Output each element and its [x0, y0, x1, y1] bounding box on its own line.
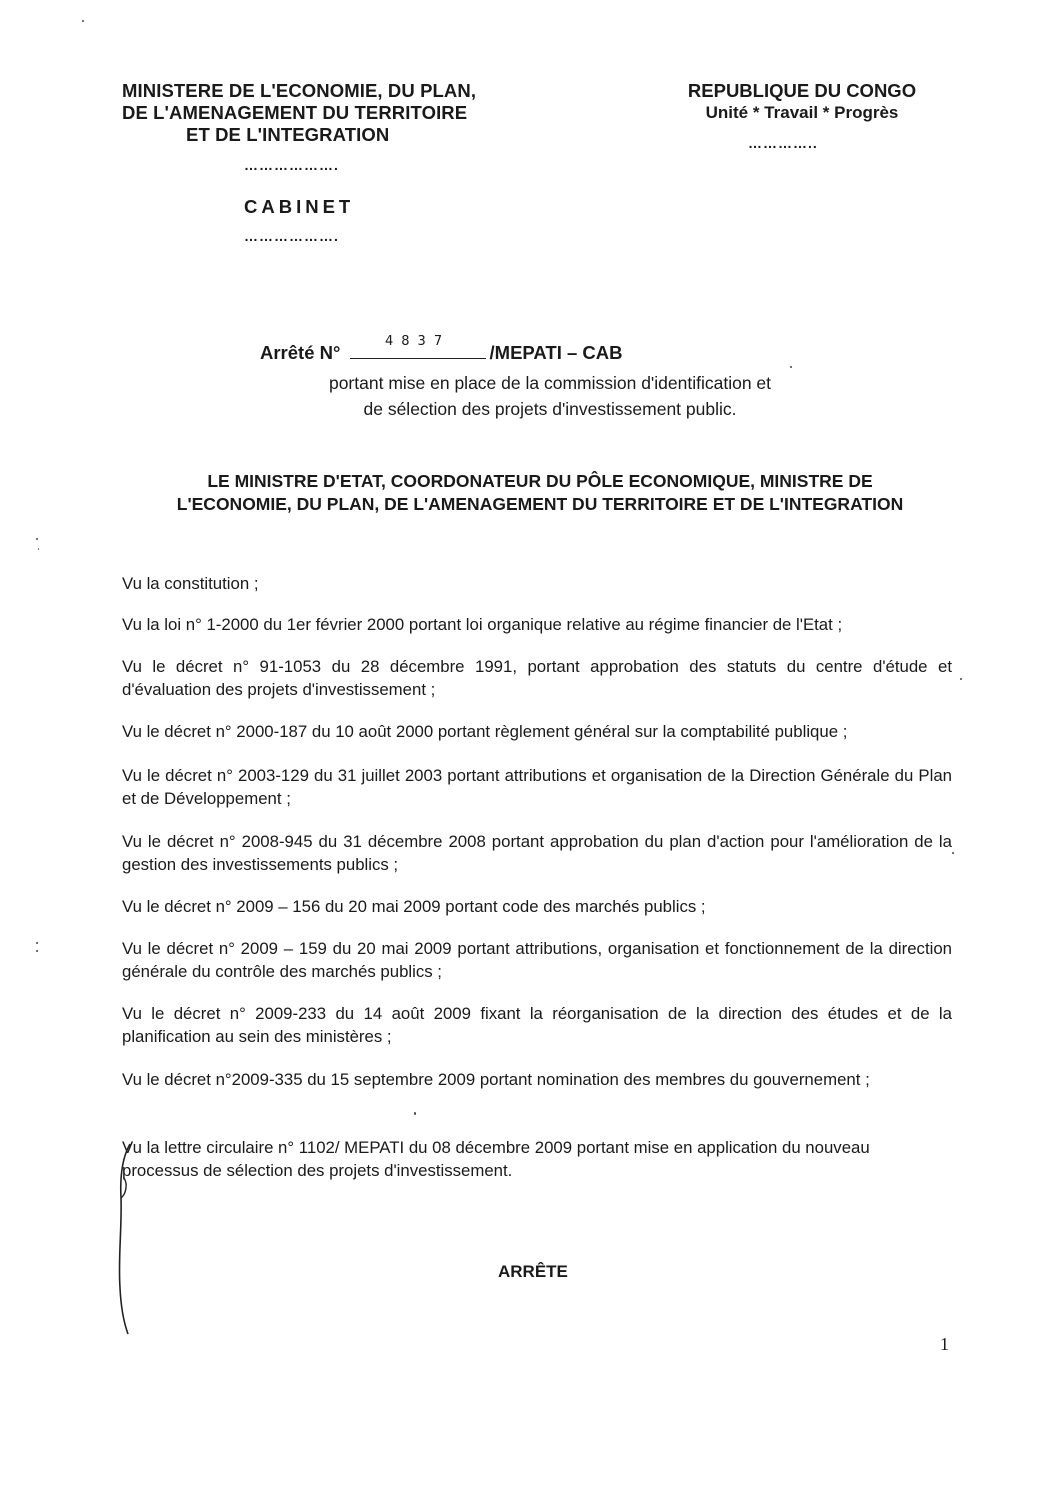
- republic-motto: Unité * Travail * Progrès: [705, 103, 899, 122]
- visa-item: Vu le décret n° 2008-945 du 31 décembre 2008 portant approbation du plan d'action pour l'amélioration de la gestion des investissements publics ;: [122, 832, 952, 874]
- cabinet-dots: ……………….: [244, 228, 339, 244]
- scan-speck: [36, 950, 38, 952]
- scan-speck: [36, 538, 38, 540]
- republic-name: REPUBLIQUE DU CONGO: [687, 80, 917, 101]
- visa-item: Vu la constitution ;: [122, 574, 259, 593]
- ministry-line-3: ET DE L'INTEGRATION: [186, 124, 390, 145]
- scan-speck: [952, 852, 954, 854]
- decree-number: 4837: [385, 334, 451, 349]
- decree-subject-line-1: portant mise en place de la commission d'identification et: [328, 373, 772, 393]
- margin-pen-mark: [112, 1138, 142, 1338]
- ministry-line-1: MINISTERE DE L'ECONOMIE, DU PLAN,: [122, 80, 477, 101]
- scan-speck: [414, 1112, 416, 1115]
- decree-subject-line-2: de sélection des projets d'investissement public.: [363, 399, 737, 419]
- ministry-line-2: DE L'AMENAGEMENT DU TERRITOIRE: [122, 102, 468, 123]
- visa-item: Vu le décret n° 91-1053 du 28 décembre 1991, portant approbation des statuts du centre d'étude et d'évaluation des projets d'investissement ;: [122, 657, 952, 699]
- page-number: 1: [940, 1334, 949, 1354]
- minister-title-line-1: LE MINISTRE D'ETAT, COORDONATEUR DU PÔLE ECONOMIQUE, MINISTRE DE: [207, 471, 873, 491]
- scan-speck: [960, 678, 962, 680]
- visa-item: Vu la lettre circulaire n° 1102/ MEPATI du 08 décembre 2009 portant mise en application du nouveau processus de sélection des projets d'investissement.: [122, 1138, 870, 1180]
- decree-title: [260, 334, 623, 364]
- visa-item: Vu le décret n° 2009-233 du 14 août 2009 fixant la réorganisation de la direction des études et de la planification au sein des ministères ;: [122, 1004, 952, 1046]
- decree-subject: [250, 370, 850, 422]
- visa-item: Vu le décret n°2009-335 du 15 septembre 2009 portant nomination des membres du gouvernement ;: [122, 1070, 870, 1089]
- visa-item: Vu le décret n° 2000-187 du 10 août 2000 portant règlement général sur la comptabilité publique ;: [122, 722, 848, 741]
- visa-item: Vu le décret n° 2003-129 du 31 juillet 2003 portant attributions et organisation de la Direction Générale du Plan et de Développement ;: [122, 766, 952, 808]
- scan-speck: [38, 548, 39, 550]
- minister-title-line-2: L'ECONOMIE, DU PLAN, DE L'AMENAGEMENT DU TERRITOIRE ET DE L'INTEGRATION: [176, 494, 904, 514]
- minister-title: [100, 470, 980, 516]
- arrete-heading: ARRÊTE: [498, 1262, 568, 1281]
- visa-item: Vu le décret n° 2009 – 156 du 20 mai 2009 portant code des marchés publics ;: [122, 897, 706, 916]
- visa-item: Vu la loi n° 1-2000 du 1er février 2000 portant loi organique relative au régime financier de l'Etat ;: [122, 615, 843, 634]
- decree-number-field: [350, 334, 486, 359]
- cabinet-label: CABINET: [244, 196, 355, 217]
- decree-suffix: /MEPATI – CAB: [489, 342, 623, 363]
- ministry-header: [122, 80, 562, 146]
- scan-speck: [82, 20, 84, 22]
- ministry-dots: ……………….: [244, 157, 339, 173]
- visa-item: Vu le décret n° 2009 – 159 du 20 mai 2009 portant attributions, organisation et fonctionnement de la direction générale du contrôle des marchés publics ;: [122, 939, 952, 981]
- republic-dots: …………..: [748, 135, 818, 151]
- scan-speck: [790, 366, 792, 368]
- scan-speck: [36, 942, 38, 944]
- republic-header: [672, 80, 932, 124]
- decree-prefix: Arrêté N°: [260, 342, 341, 363]
